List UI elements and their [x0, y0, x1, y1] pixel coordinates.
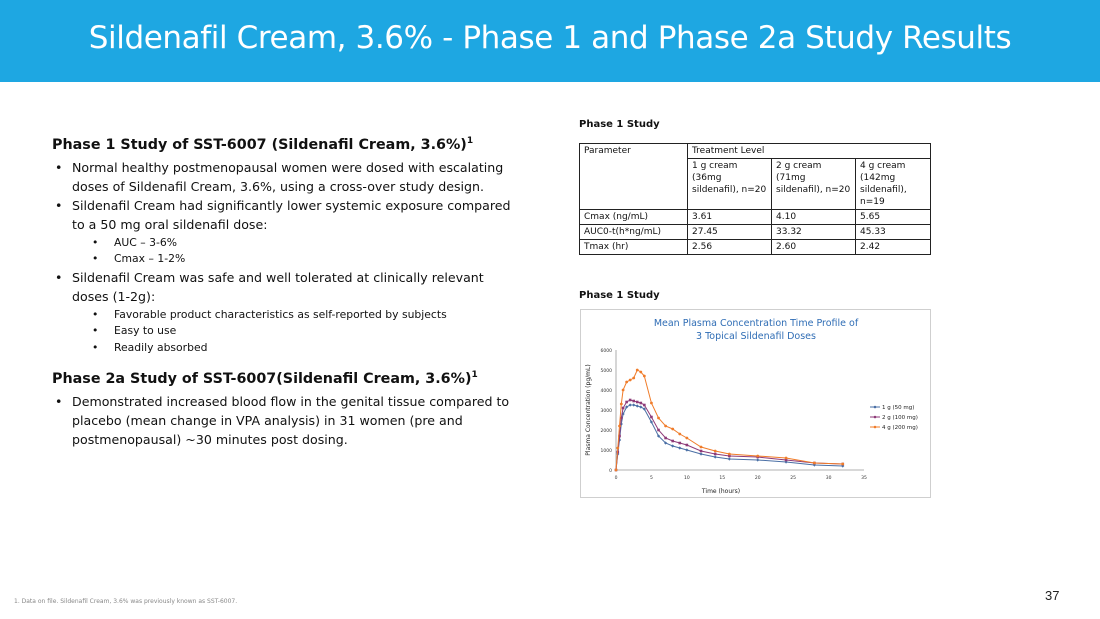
data-point: [714, 450, 717, 453]
data-point: [643, 404, 646, 407]
table-header-row: [580, 144, 931, 159]
x-tick-label: 10: [683, 476, 690, 481]
data-point: [700, 446, 703, 449]
phase1-subbullet: • Easy to use: [72, 323, 512, 340]
table-cell: 27.45: [688, 225, 772, 240]
legend-label: 1 g (50 mg): [882, 405, 915, 411]
phase1-bullet-text: Sildenafil Cream was safe and well tolerated at clinically relevant doses (1-2g):: [72, 269, 484, 304]
data-point: [664, 437, 667, 440]
data-point: [636, 401, 639, 404]
phase1-bullet: [52, 268, 512, 357]
phase2a-heading-text: Phase 2a Study of SST-6007(Sildenafil Cream, 3.6%): [52, 371, 472, 388]
data-point: [620, 403, 623, 406]
y-tick-label: 3000: [600, 409, 612, 414]
data-point: [728, 453, 731, 456]
data-point: [625, 401, 628, 404]
y-tick-label: 6000: [600, 349, 612, 354]
y-tick-label: 5000: [600, 369, 612, 374]
table-cell: 2.60: [772, 240, 856, 255]
x-tick-label: 5: [649, 476, 653, 481]
data-point: [639, 371, 642, 374]
chart-title: Mean Plasma Concentration Time Profile of: [653, 318, 859, 329]
phase1-subbullet: • Cmax – 1-2%: [72, 251, 512, 268]
data-point: [618, 425, 621, 428]
data-point: [671, 440, 674, 443]
x-tick-label: 25: [790, 476, 797, 481]
x-axis-label: Time (hours): [701, 488, 741, 495]
table-cell: 33.32: [772, 225, 856, 240]
phase1-subbullet: • Readily absorbed: [72, 340, 512, 357]
y-tick-label: 4000: [600, 389, 612, 394]
data-point: [685, 448, 688, 451]
phase1-bullets: [52, 158, 512, 357]
phase1-heading: [52, 136, 512, 153]
data-point: [629, 379, 632, 382]
x-tick-label: 15: [719, 476, 726, 481]
table-cell: 5.65: [856, 210, 931, 225]
table-cell: 3.61: [688, 210, 772, 225]
legend-marker: [874, 416, 877, 419]
table-cell-param: AUC0-t(h*ng/mL): [580, 225, 688, 240]
data-point: [756, 458, 759, 461]
data-point: [700, 450, 703, 453]
phase1-subbullet: • Favorable product characteristics as self-reported by subjects: [72, 307, 512, 324]
chart-caption: Phase 1 Study: [579, 290, 660, 301]
data-point: [756, 455, 759, 458]
data-point: [632, 377, 635, 380]
phase2a-footnote-ref: 1: [471, 370, 478, 381]
legend-marker: [874, 406, 877, 409]
chart-title: 3 Topical Sildenafil Doses: [696, 331, 816, 342]
data-point: [678, 446, 681, 449]
phase2a-bullets: [52, 392, 512, 449]
y-tick-label: 2000: [600, 429, 612, 434]
phase2a-section: [52, 370, 512, 449]
slide-title: Sildenafil Cream, 3.6% - Phase 1 and Phase 2a Study Results: [88, 20, 1012, 56]
data-point: [636, 369, 639, 372]
table-row: [580, 210, 931, 225]
x-tick-label: 30: [825, 476, 832, 481]
data-point: [643, 375, 646, 378]
data-point: [685, 437, 688, 440]
x-tick-label: 35: [861, 476, 867, 481]
table-dose-header: 2 g cream (71mg sildenafil), n=20: [772, 159, 856, 210]
table-cell: 2.42: [856, 240, 931, 255]
study-summary: [52, 136, 512, 449]
phase1-subbullets: [72, 307, 512, 357]
table-row: [580, 225, 931, 240]
data-point: [714, 455, 717, 458]
table-header-parameter: Parameter: [580, 144, 688, 210]
table-cell: 2.56: [688, 240, 772, 255]
table-dose-header: 1 g cream (36mg sildenafil), n=20: [688, 159, 772, 210]
data-point: [813, 462, 816, 465]
table-cell-param: Tmax (hr): [580, 240, 688, 255]
x-tick-label: 0: [614, 476, 618, 481]
phase1-bullet-text: Sildenafil Cream had significantly lower systemic exposure compared to a 50 mg oral sildenafil dose:: [72, 197, 511, 232]
data-point: [629, 399, 632, 402]
table-cell: 4.10: [772, 210, 856, 225]
table-cell-param: Cmax (ng/mL): [580, 210, 688, 225]
phase1-bullet: [52, 196, 512, 268]
phase1-subbullet: • AUC – 3-6%: [72, 235, 512, 252]
data-point: [728, 457, 731, 460]
x-tick-label: 20: [754, 476, 761, 481]
data-point: [632, 400, 635, 403]
plasma-concentration-chart: [580, 309, 931, 498]
legend-label: 4 g (200 mg): [882, 425, 918, 431]
footnote: 1. Data on file. Sildenafil Cream, 3.6% was previously known as SST-6007.: [14, 598, 238, 605]
data-point: [616, 447, 619, 450]
phase2a-heading: [52, 370, 512, 387]
phase1-bullet: • Normal healthy postmenopausal women were dosed with escalating doses of Sildenafil Cream, 3.6%, using a cross-over study design.: [52, 158, 512, 196]
legend-label: 2 g (100 mg): [882, 415, 918, 421]
title-banner: [0, 0, 1100, 82]
y-axis-label: Plasma Concentration (pg/mL): [585, 364, 592, 456]
y-tick-label: 0: [609, 469, 612, 474]
table-caption: Phase 1 Study: [579, 119, 660, 130]
pk-table: [579, 143, 931, 255]
table-row: [580, 240, 931, 255]
page-number: 37: [1045, 588, 1060, 603]
data-point: [622, 407, 625, 410]
legend-marker: [874, 426, 877, 429]
chart-canvas: [581, 310, 932, 499]
data-point: [699, 452, 702, 455]
data-point: [686, 444, 689, 447]
y-tick-label: 1000: [600, 449, 612, 454]
data-point: [632, 403, 635, 406]
table-header-treatment-level: Treatment Level: [688, 144, 931, 159]
data-point: [678, 442, 681, 445]
data-point: [671, 444, 674, 447]
data-point: [657, 417, 660, 420]
data-point: [625, 381, 628, 384]
data-point: [785, 457, 788, 460]
data-point: [841, 463, 844, 466]
data-point: [664, 425, 667, 428]
table-dose-header: 4 g cream (142mg sildenafil), n=19: [856, 159, 931, 210]
phase2a-bullet: • Demonstrated increased blood flow in the genital tissue compared to placebo (mean change in VPA analysis) in 31 women (pre and postmenopausal) ~30 minutes post dosing.: [52, 392, 512, 449]
data-point: [714, 453, 717, 456]
data-point: [615, 469, 618, 472]
data-point: [650, 416, 653, 419]
phase1-heading-text: Phase 1 Study of SST-6007 (Sildenafil Cream, 3.6%): [52, 136, 467, 153]
data-point: [636, 404, 639, 407]
data-point: [657, 429, 660, 432]
data-point: [640, 402, 643, 405]
phase1-footnote-ref: 1: [466, 136, 474, 146]
table-cell: 45.33: [856, 225, 931, 240]
data-point: [650, 402, 653, 405]
phase1-subbullets: [72, 235, 512, 268]
data-point: [678, 433, 681, 436]
data-point: [622, 389, 625, 392]
data-point: [671, 428, 674, 431]
